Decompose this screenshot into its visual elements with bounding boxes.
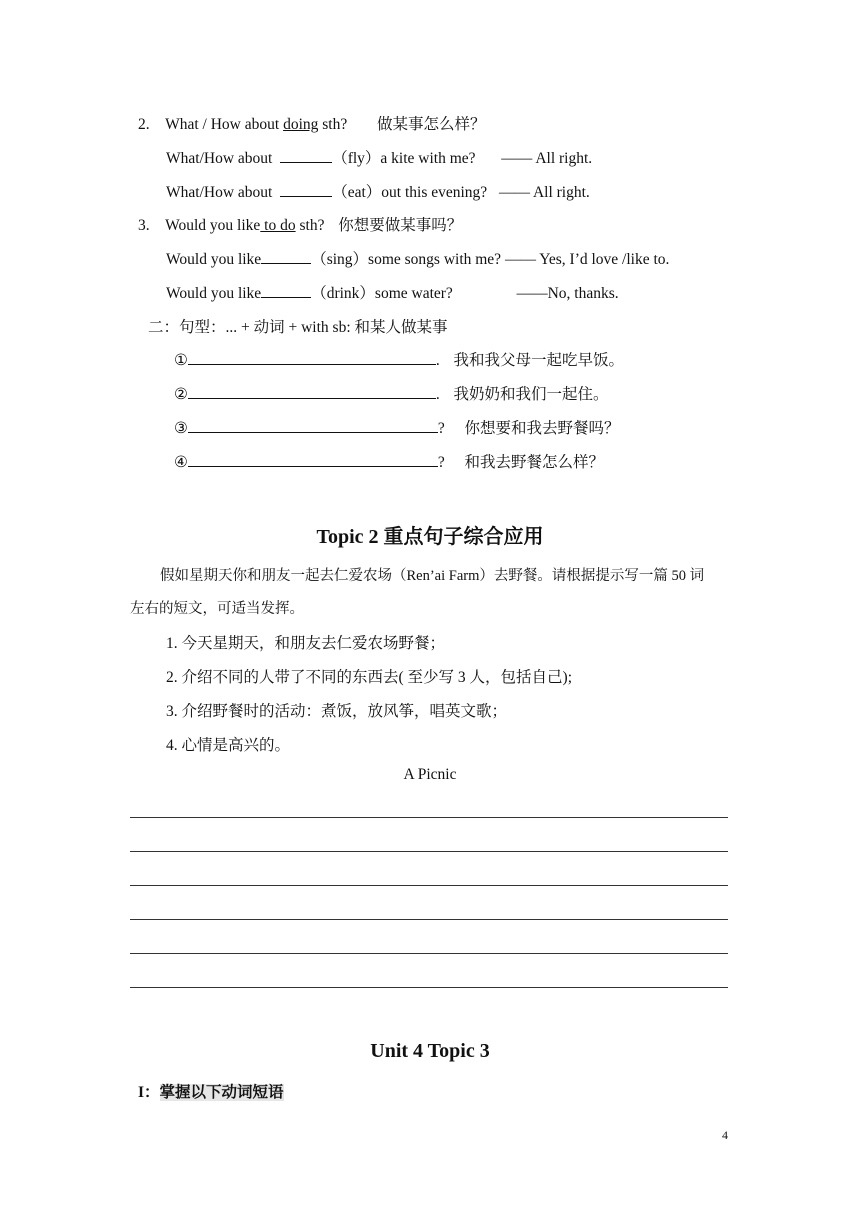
circled-number: ④ (174, 454, 188, 471)
answer-blank[interactable] (261, 283, 311, 298)
example-start: Would you like (166, 251, 262, 268)
unit4-title: Unit 4 Topic 3 (370, 1040, 490, 1062)
sentence-end: . (435, 352, 440, 369)
example-reply: —— All right. (501, 150, 593, 167)
sentence-end: ? (437, 420, 445, 437)
item2-example-1 (166, 146, 592, 168)
example-reply: —— All right. (498, 184, 590, 201)
sentence-end: ? (437, 454, 445, 471)
item3-prefix: Would you like (165, 217, 261, 234)
answer-blank[interactable] (188, 384, 436, 399)
pattern-chinese: 你想要和我去野餐吗？ (464, 420, 620, 437)
writing-line[interactable] (130, 919, 728, 920)
verb-hint: （drink） (311, 285, 375, 302)
section-text: 掌握以下动词短语 (159, 1084, 284, 1101)
item2-suffix: sth? (318, 116, 348, 133)
answer-blank[interactable] (188, 418, 438, 433)
verb-hint: （eat） (332, 184, 382, 201)
pattern-item (174, 348, 624, 370)
pattern-item (174, 450, 604, 472)
answer-blank[interactable] (280, 182, 332, 197)
example-start: What/How about (166, 150, 277, 167)
example-reply: ——No, thanks. (516, 285, 619, 302)
pattern-item (174, 382, 609, 404)
answer-blank[interactable] (188, 452, 438, 467)
item3-example-2 (166, 281, 619, 303)
example-rest: some songs with me? (368, 251, 502, 268)
example-start: What/How about (166, 184, 277, 201)
answer-blank[interactable] (280, 148, 332, 163)
example-rest: some water? (374, 285, 453, 302)
writing-line[interactable] (130, 885, 728, 886)
topic2-intro-line2: 左右的短文，可适当发挥。 (130, 601, 304, 617)
item3-chinese: 你想要做某事吗？ (338, 217, 463, 234)
item2-example-2 (166, 180, 590, 202)
pattern-heading: 二：句型：... + 动词 + with sb: 和某人做某事 (148, 319, 448, 336)
circled-number: ③ (174, 420, 188, 437)
essay-title: A Picnic (403, 766, 457, 783)
topic2-intro-line1: 假如星期天你和朋友一起去仁爱农场（Ren’ai Farm）去野餐。请根据提示写一篇 50 词 (160, 568, 705, 584)
topic2-point: 3. 介绍野餐时的活动：煮饭，放风筝，唱英文歌； (166, 703, 508, 720)
circled-number: ② (174, 386, 188, 403)
circled-number: ① (174, 352, 188, 369)
topic2-point: 1. 今天星期天，和朋友去仁爱农场野餐； (166, 635, 446, 652)
item2-underlined: doing (283, 116, 319, 133)
item2-number: 2. (138, 116, 150, 133)
example-rest: out this evening? (381, 184, 488, 201)
example-start: Would you like (166, 285, 262, 302)
example-reply: —— Yes, I’d love /like to. (504, 251, 670, 268)
item2-chinese: 做某事怎么样？ (376, 116, 486, 133)
item2-prefix: What / How about (165, 116, 284, 133)
topic2-point: 2. 介绍不同的人带了不同的东西去( 至少写 3 人，包括自己); (166, 669, 573, 686)
topic2-point: 4. 心情是高兴的。 (166, 737, 291, 754)
pattern-chinese: 我奶奶和我们一起住。 (453, 386, 609, 403)
verb-hint: （fly） (332, 150, 381, 167)
answer-blank[interactable] (261, 249, 311, 264)
item3-example-1 (166, 247, 669, 269)
writing-line[interactable] (130, 817, 728, 818)
sentence-end: . (435, 386, 440, 403)
verb-hint: （sing） (311, 251, 369, 268)
pattern-item (174, 416, 620, 438)
writing-line[interactable] (130, 851, 728, 852)
page-number: 4 (722, 1128, 728, 1142)
item3-number: 3. (138, 217, 150, 234)
writing-line[interactable] (130, 953, 728, 954)
answer-blank[interactable] (188, 350, 436, 365)
item3-heading (138, 213, 462, 235)
section-label: I： (138, 1084, 160, 1101)
example-rest: a kite with me? (380, 150, 476, 167)
pattern-chinese: 和我去野餐怎么样？ (464, 454, 605, 471)
item2-heading (138, 112, 485, 134)
item3-underlined: to do (260, 217, 296, 234)
topic2-title: Topic 2 重点句子综合应用 (316, 526, 544, 548)
section-heading (138, 1080, 284, 1102)
item3-suffix: sth? (295, 217, 325, 234)
pattern-chinese: 我和我父母一起吃早饭。 (453, 352, 625, 369)
writing-line[interactable] (130, 987, 728, 988)
